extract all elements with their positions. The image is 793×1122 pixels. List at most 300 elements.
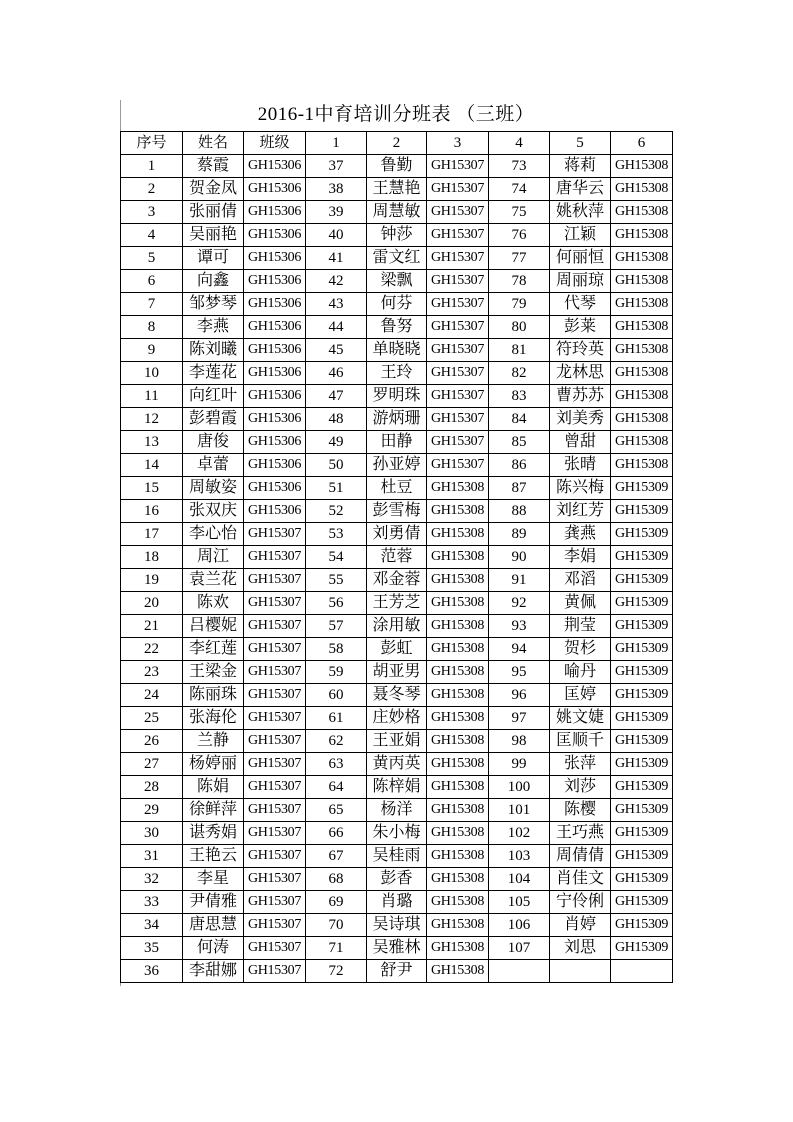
table-row xyxy=(121,730,673,753)
cell-seq: 34 xyxy=(121,914,183,937)
cell-seq: 37 xyxy=(306,155,367,178)
cell-seq: 107 xyxy=(489,937,550,960)
cell-code: GH15306 xyxy=(244,454,306,477)
table-row xyxy=(121,615,673,638)
cell-code: GH15308 xyxy=(611,339,673,362)
cell-name: 贺金凤 xyxy=(183,178,244,201)
cell-seq: 74 xyxy=(489,178,550,201)
cell-name: 唐俊 xyxy=(183,431,244,454)
cell-code: GH15307 xyxy=(427,362,489,385)
cell-code: GH15307 xyxy=(244,799,306,822)
cell-name: 游炳珊 xyxy=(367,408,427,431)
cell-name: 符玲英 xyxy=(550,339,611,362)
cell-seq: 64 xyxy=(306,776,367,799)
cell-seq: 44 xyxy=(306,316,367,339)
cell-name: 张晴 xyxy=(550,454,611,477)
cell-name: 姚秋萍 xyxy=(550,201,611,224)
cell-code: GH15307 xyxy=(427,247,489,270)
cell-name: 谭可 xyxy=(183,247,244,270)
cell-seq: 80 xyxy=(489,316,550,339)
cell-code: GH15308 xyxy=(427,638,489,661)
cell-name: 庄妙格 xyxy=(367,707,427,730)
cell-code: GH15309 xyxy=(611,937,673,960)
cell-name: 姚文婕 xyxy=(550,707,611,730)
cell-code: GH15306 xyxy=(244,178,306,201)
cell-name: 刘思 xyxy=(550,937,611,960)
cell-name: 代琴 xyxy=(550,293,611,316)
cell-seq: 4 xyxy=(121,224,183,247)
cell-code: GH15307 xyxy=(244,546,306,569)
cell-code: GH15307 xyxy=(244,523,306,546)
cell-code: GH15307 xyxy=(244,730,306,753)
cell-name: 杨婷丽 xyxy=(183,753,244,776)
table-row xyxy=(121,753,673,776)
cell-code: GH15308 xyxy=(427,684,489,707)
cell-name: 朱小梅 xyxy=(367,822,427,845)
cell-name: 蒋莉 xyxy=(550,155,611,178)
cell-code: GH15307 xyxy=(427,339,489,362)
cell-seq: 72 xyxy=(306,960,367,983)
cell-code: GH15308 xyxy=(427,914,489,937)
cell-code: GH15307 xyxy=(427,385,489,408)
cell-seq: 81 xyxy=(489,339,550,362)
cell-seq: 94 xyxy=(489,638,550,661)
cell-name: 胡亚男 xyxy=(367,661,427,684)
cell-code: GH15308 xyxy=(427,477,489,500)
table-row xyxy=(121,891,673,914)
cell-code: GH15308 xyxy=(427,730,489,753)
table-row xyxy=(121,293,673,316)
cell-name: 谌秀娟 xyxy=(183,822,244,845)
cell-code: GH15307 xyxy=(427,178,489,201)
cell-seq: 33 xyxy=(121,891,183,914)
cell-name: 徐鲜萍 xyxy=(183,799,244,822)
cell-seq: 40 xyxy=(306,224,367,247)
cell-seq xyxy=(489,960,550,983)
cell-seq: 55 xyxy=(306,569,367,592)
cell-name: 雷文红 xyxy=(367,247,427,270)
cell-code: GH15308 xyxy=(611,247,673,270)
cell-seq: 89 xyxy=(489,523,550,546)
cell-code: GH15308 xyxy=(427,799,489,822)
cell-seq: 35 xyxy=(121,937,183,960)
cell-name: 王巧燕 xyxy=(550,822,611,845)
table-row xyxy=(121,914,673,937)
table-row xyxy=(121,638,673,661)
cell-name: 聂冬琴 xyxy=(367,684,427,707)
cell-seq: 16 xyxy=(121,500,183,523)
cell-seq: 24 xyxy=(121,684,183,707)
header-col-2: 2 xyxy=(367,132,427,155)
cell-seq: 75 xyxy=(489,201,550,224)
cell-seq: 22 xyxy=(121,638,183,661)
table-row xyxy=(121,431,673,454)
cell-seq: 49 xyxy=(306,431,367,454)
cell-seq: 90 xyxy=(489,546,550,569)
cell-seq: 62 xyxy=(306,730,367,753)
cell-name: 田静 xyxy=(367,431,427,454)
cell-name: 周敏姿 xyxy=(183,477,244,500)
table-row xyxy=(121,270,673,293)
class-roster-table xyxy=(120,131,673,983)
cell-seq: 85 xyxy=(489,431,550,454)
cell-code: GH15309 xyxy=(611,661,673,684)
cell-name: 罗明珠 xyxy=(367,385,427,408)
cell-code: GH15307 xyxy=(244,868,306,891)
cell-name: 张双庆 xyxy=(183,500,244,523)
cell-seq: 98 xyxy=(489,730,550,753)
cell-seq: 17 xyxy=(121,523,183,546)
cell-name: 李甜娜 xyxy=(183,960,244,983)
header-col-1: 1 xyxy=(306,132,367,155)
cell-name: 彭莱 xyxy=(550,316,611,339)
cell-seq: 102 xyxy=(489,822,550,845)
cell-seq: 78 xyxy=(489,270,550,293)
cell-seq: 27 xyxy=(121,753,183,776)
cell-name: 宁伶俐 xyxy=(550,891,611,914)
cell-seq: 30 xyxy=(121,822,183,845)
cell-name: 何涛 xyxy=(183,937,244,960)
cell-seq: 104 xyxy=(489,868,550,891)
cell-name: 王玲 xyxy=(367,362,427,385)
cell-code: GH15306 xyxy=(244,316,306,339)
cell-name: 江颖 xyxy=(550,224,611,247)
cell-code: GH15307 xyxy=(244,822,306,845)
table-row xyxy=(121,477,673,500)
cell-seq: 86 xyxy=(489,454,550,477)
cell-code: GH15306 xyxy=(244,270,306,293)
cell-name: 张丽倩 xyxy=(183,201,244,224)
cell-name: 吕樱妮 xyxy=(183,615,244,638)
cell-code: GH15307 xyxy=(427,316,489,339)
cell-code: GH15307 xyxy=(427,431,489,454)
cell-seq: 91 xyxy=(489,569,550,592)
cell-name: 杜豆 xyxy=(367,477,427,500)
cell-code: GH15308 xyxy=(427,891,489,914)
cell-seq: 59 xyxy=(306,661,367,684)
cell-code: GH15309 xyxy=(611,845,673,868)
cell-code: GH15308 xyxy=(611,201,673,224)
cell-seq: 31 xyxy=(121,845,183,868)
cell-name: 蔡霞 xyxy=(183,155,244,178)
cell-code: GH15308 xyxy=(611,385,673,408)
cell-seq: 1 xyxy=(121,155,183,178)
cell-seq: 70 xyxy=(306,914,367,937)
cell-code: GH15309 xyxy=(611,638,673,661)
cell-seq: 88 xyxy=(489,500,550,523)
cell-name: 单晓晓 xyxy=(367,339,427,362)
cell-code: GH15309 xyxy=(611,868,673,891)
cell-code: GH15309 xyxy=(611,546,673,569)
cell-name: 刘莎 xyxy=(550,776,611,799)
cell-seq: 6 xyxy=(121,270,183,293)
cell-code: GH15308 xyxy=(611,454,673,477)
cell-name: 匡顺千 xyxy=(550,730,611,753)
cell-name: 尹倩雅 xyxy=(183,891,244,914)
cell-seq: 57 xyxy=(306,615,367,638)
cell-code: GH15306 xyxy=(244,431,306,454)
cell-code: GH15308 xyxy=(427,868,489,891)
cell-code: GH15309 xyxy=(611,822,673,845)
cell-name: 向鑫 xyxy=(183,270,244,293)
cell-seq: 73 xyxy=(489,155,550,178)
cell-code: GH15306 xyxy=(244,293,306,316)
cell-seq: 87 xyxy=(489,477,550,500)
table-body xyxy=(121,155,673,983)
cell-seq: 25 xyxy=(121,707,183,730)
cell-code: GH15307 xyxy=(427,270,489,293)
cell-seq: 21 xyxy=(121,615,183,638)
cell-name: 彭虹 xyxy=(367,638,427,661)
cell-code: GH15308 xyxy=(427,569,489,592)
cell-seq: 14 xyxy=(121,454,183,477)
cell-name: 吴桂雨 xyxy=(367,845,427,868)
cell-code: GH15307 xyxy=(244,661,306,684)
cell-name: 唐思慧 xyxy=(183,914,244,937)
cell-code: GH15306 xyxy=(244,339,306,362)
cell-seq: 68 xyxy=(306,868,367,891)
header-col-6: 6 xyxy=(611,132,673,155)
cell-code: GH15309 xyxy=(611,615,673,638)
cell-code: GH15308 xyxy=(611,362,673,385)
cell-code: GH15308 xyxy=(427,753,489,776)
header-col-3: 3 xyxy=(427,132,489,155)
cell-code: GH15307 xyxy=(244,937,306,960)
cell-name: 肖婷 xyxy=(550,914,611,937)
cell-seq: 10 xyxy=(121,362,183,385)
cell-seq: 105 xyxy=(489,891,550,914)
cell-seq: 56 xyxy=(306,592,367,615)
cell-seq: 50 xyxy=(306,454,367,477)
cell-name: 喻丹 xyxy=(550,661,611,684)
cell-seq: 11 xyxy=(121,385,183,408)
cell-seq: 41 xyxy=(306,247,367,270)
cell-name: 向红叶 xyxy=(183,385,244,408)
cell-seq: 45 xyxy=(306,339,367,362)
cell-name: 贺杉 xyxy=(550,638,611,661)
cell-code: GH15308 xyxy=(427,592,489,615)
cell-seq: 67 xyxy=(306,845,367,868)
cell-seq: 66 xyxy=(306,822,367,845)
cell-code: GH15307 xyxy=(427,201,489,224)
cell-name: 张萍 xyxy=(550,753,611,776)
cell-name: 吴雅林 xyxy=(367,937,427,960)
document-title: 2016-1中育培训分班表 （三班） xyxy=(257,104,535,125)
cell-name: 陈兴梅 xyxy=(550,477,611,500)
cell-seq: 29 xyxy=(121,799,183,822)
cell-seq: 23 xyxy=(121,661,183,684)
cell-name: 鲁勤 xyxy=(367,155,427,178)
cell-seq: 60 xyxy=(306,684,367,707)
table-row xyxy=(121,937,673,960)
cell-code: GH15308 xyxy=(427,822,489,845)
cell-seq: 63 xyxy=(306,753,367,776)
table-row xyxy=(121,408,673,431)
cell-seq: 101 xyxy=(489,799,550,822)
cell-code: GH15309 xyxy=(611,684,673,707)
cell-seq: 46 xyxy=(306,362,367,385)
table-row xyxy=(121,385,673,408)
cell-name: 李红莲 xyxy=(183,638,244,661)
cell-code: GH15309 xyxy=(611,569,673,592)
cell-code: GH15308 xyxy=(427,615,489,638)
cell-code: GH15308 xyxy=(427,546,489,569)
cell-name: 彭香 xyxy=(367,868,427,891)
cell-name: 彭碧霞 xyxy=(183,408,244,431)
cell-code: GH15306 xyxy=(244,408,306,431)
cell-name: 钟莎 xyxy=(367,224,427,247)
cell-code: GH15306 xyxy=(244,247,306,270)
cell-seq: 26 xyxy=(121,730,183,753)
cell-seq: 61 xyxy=(306,707,367,730)
table-row xyxy=(121,454,673,477)
cell-name: 刘美秀 xyxy=(550,408,611,431)
cell-name: 李莲花 xyxy=(183,362,244,385)
cell-seq: 65 xyxy=(306,799,367,822)
cell-code: GH15308 xyxy=(611,293,673,316)
header-col-5: 5 xyxy=(550,132,611,155)
cell-code: GH15306 xyxy=(244,155,306,178)
cell-code: GH15306 xyxy=(244,477,306,500)
cell-code: GH15309 xyxy=(611,730,673,753)
cell-name: 王慧艳 xyxy=(367,178,427,201)
cell-code: GH15308 xyxy=(611,178,673,201)
cell-code: GH15309 xyxy=(611,707,673,730)
cell-seq: 2 xyxy=(121,178,183,201)
cell-name: 陈樱 xyxy=(550,799,611,822)
cell-seq: 53 xyxy=(306,523,367,546)
cell-code: GH15308 xyxy=(611,316,673,339)
cell-seq: 28 xyxy=(121,776,183,799)
cell-name: 陈娟 xyxy=(183,776,244,799)
table-row xyxy=(121,868,673,891)
cell-name: 黄佩 xyxy=(550,592,611,615)
cell-name: 唐华云 xyxy=(550,178,611,201)
cell-name: 匡婷 xyxy=(550,684,611,707)
table-row xyxy=(121,845,673,868)
cell-name: 曹苏苏 xyxy=(550,385,611,408)
cell-seq: 32 xyxy=(121,868,183,891)
cell-name: 曾甜 xyxy=(550,431,611,454)
cell-seq: 39 xyxy=(306,201,367,224)
cell-name: 陈刘曦 xyxy=(183,339,244,362)
cell-seq: 9 xyxy=(121,339,183,362)
cell-name: 舒尹 xyxy=(367,960,427,983)
cell-seq: 69 xyxy=(306,891,367,914)
cell-seq: 15 xyxy=(121,477,183,500)
table-row xyxy=(121,224,673,247)
cell-seq: 77 xyxy=(489,247,550,270)
cell-seq: 93 xyxy=(489,615,550,638)
cell-seq: 8 xyxy=(121,316,183,339)
cell-name: 兰静 xyxy=(183,730,244,753)
cell-seq: 58 xyxy=(306,638,367,661)
table-row xyxy=(121,201,673,224)
cell-code: GH15307 xyxy=(244,960,306,983)
cell-code: GH15307 xyxy=(244,776,306,799)
cell-name: 龚燕 xyxy=(550,523,611,546)
cell-name: 王芳芝 xyxy=(367,592,427,615)
cell-name: 杨洋 xyxy=(367,799,427,822)
cell-code: GH15306 xyxy=(244,385,306,408)
cell-name: 涂用敏 xyxy=(367,615,427,638)
cell-name: 王亚娟 xyxy=(367,730,427,753)
header-name: 姓名 xyxy=(183,132,244,155)
table-row xyxy=(121,569,673,592)
cell-name: 鲁努 xyxy=(367,316,427,339)
table-row xyxy=(121,247,673,270)
cell-name: 吴丽艳 xyxy=(183,224,244,247)
table-row xyxy=(121,362,673,385)
header-row xyxy=(121,132,673,155)
cell-seq: 47 xyxy=(306,385,367,408)
cell-code: GH15307 xyxy=(427,155,489,178)
cell-name: 王梁金 xyxy=(183,661,244,684)
cell-name: 陈梓娟 xyxy=(367,776,427,799)
cell-code: GH15307 xyxy=(244,845,306,868)
table-row xyxy=(121,776,673,799)
cell-code: GH15307 xyxy=(427,408,489,431)
cell-name: 卓蕾 xyxy=(183,454,244,477)
cell-name: 龙林思 xyxy=(550,362,611,385)
cell-code: GH15308 xyxy=(611,431,673,454)
cell-code: GH15306 xyxy=(244,362,306,385)
cell-seq: 92 xyxy=(489,592,550,615)
cell-name: 周慧敏 xyxy=(367,201,427,224)
table-row xyxy=(121,178,673,201)
cell-name: 周倩倩 xyxy=(550,845,611,868)
cell-code: GH15308 xyxy=(611,270,673,293)
cell-code: GH15307 xyxy=(427,454,489,477)
table-row xyxy=(121,799,673,822)
cell-name: 孙亚婷 xyxy=(367,454,427,477)
table-row xyxy=(121,661,673,684)
cell-seq: 48 xyxy=(306,408,367,431)
cell-seq: 95 xyxy=(489,661,550,684)
cell-seq: 36 xyxy=(121,960,183,983)
table-row xyxy=(121,822,673,845)
cell-seq: 106 xyxy=(489,914,550,937)
cell-name: 梁飘 xyxy=(367,270,427,293)
cell-code: GH15307 xyxy=(244,753,306,776)
cell-code: GH15308 xyxy=(427,523,489,546)
cell-name: 张海伦 xyxy=(183,707,244,730)
cell-name: 李娟 xyxy=(550,546,611,569)
cell-code: GH15307 xyxy=(244,592,306,615)
cell-code: GH15309 xyxy=(611,500,673,523)
cell-name: 荆莹 xyxy=(550,615,611,638)
cell-code: GH15307 xyxy=(244,615,306,638)
table-row xyxy=(121,523,673,546)
cell-seq: 83 xyxy=(489,385,550,408)
table-row xyxy=(121,707,673,730)
cell-name: 周丽琼 xyxy=(550,270,611,293)
cell-seq: 103 xyxy=(489,845,550,868)
cell-name: 邓滔 xyxy=(550,569,611,592)
cell-name: 何芬 xyxy=(367,293,427,316)
cell-seq: 76 xyxy=(489,224,550,247)
cell-name: 李心怡 xyxy=(183,523,244,546)
cell-code: GH15308 xyxy=(427,661,489,684)
cell-seq: 96 xyxy=(489,684,550,707)
cell-code: GH15306 xyxy=(244,500,306,523)
cell-code: GH15308 xyxy=(611,224,673,247)
cell-code: GH15308 xyxy=(427,776,489,799)
cell-code: GH15307 xyxy=(244,684,306,707)
cell-name: 刘勇倩 xyxy=(367,523,427,546)
cell-code: GH15307 xyxy=(427,224,489,247)
cell-seq: 7 xyxy=(121,293,183,316)
